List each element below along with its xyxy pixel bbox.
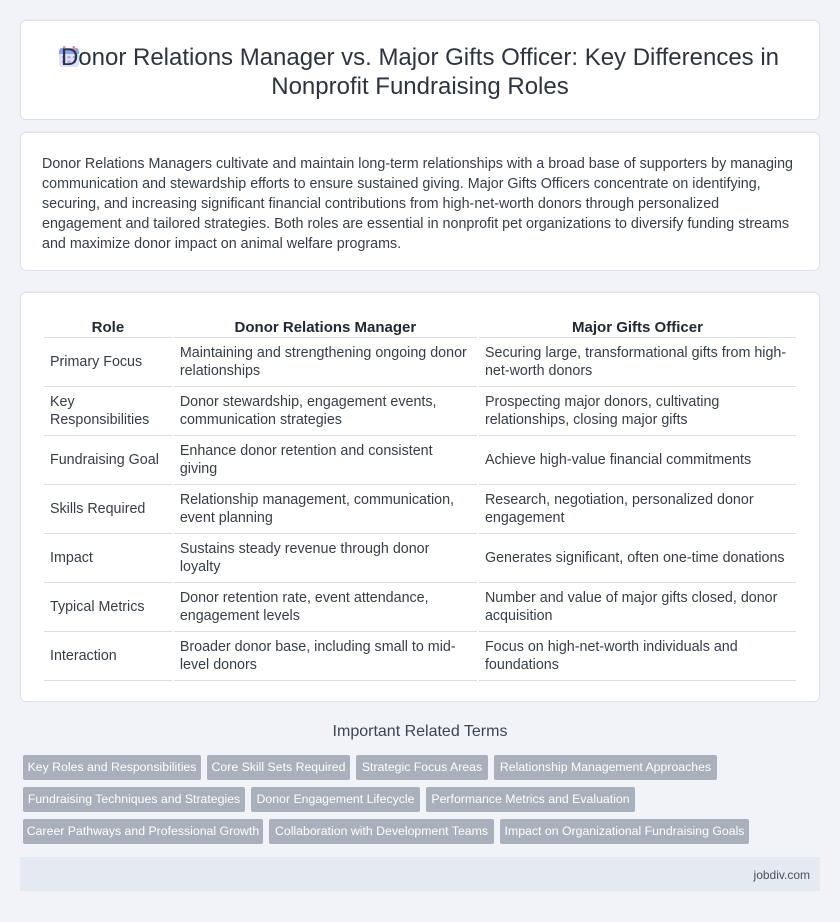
- table-row: [44, 632, 796, 681]
- table-row: [44, 583, 796, 632]
- table-cell: Relationship management, communication, event planning: [174, 485, 477, 534]
- related-term-chip[interactable]: Collaboration with Development Teams: [269, 819, 494, 844]
- summary-paragraph: Donor Relations Managers cultivate and maintain long-term relationships with a broad base of supporters by managing communication and stewardship efforts to ensure sustained giving. Major Gifts Officers concentrate on identifying, securing, and increasing significant financial contributions from high-net-worth donors through personalized engagement and tailored strategies. Both roles are essential in nonprofit pet organizations to diversify funding streams and maximize donor impact on animal welfare programs.: [42, 156, 793, 252]
- comparison-table: [42, 314, 798, 681]
- related-term-chip[interactable]: Career Pathways and Professional Growth: [23, 819, 263, 844]
- row-label: Skills Required: [44, 485, 172, 534]
- table-cell: Broader donor base, including small to mid-level donors: [174, 632, 477, 681]
- table-cell: Achieve high-value financial commitments: [479, 436, 796, 485]
- summary-card: [20, 132, 820, 271]
- row-label: Key Responsibilities: [44, 387, 172, 436]
- related-term-chip[interactable]: Core Skill Sets Required: [207, 755, 350, 780]
- row-label: Typical Metrics: [44, 583, 172, 632]
- table-cell: Enhance donor retention and consistent giving: [174, 436, 477, 485]
- related-term-chip[interactable]: Fundraising Techniques and Strategies: [23, 787, 245, 812]
- related-term-chip[interactable]: Strategic Focus Areas: [356, 755, 488, 780]
- title-card: [20, 20, 820, 120]
- table-cell: Sustains steady revenue through donor loyalty: [174, 534, 477, 583]
- footer: [20, 857, 820, 891]
- table-row: [44, 436, 796, 485]
- table-row: [44, 485, 796, 534]
- header-role: Role: [44, 314, 172, 338]
- table-row: [44, 534, 796, 583]
- row-label: Fundraising Goal: [44, 436, 172, 485]
- related-term-chip[interactable]: Key Roles and Responsibilities: [23, 755, 201, 780]
- related-terms-heading: Important Related Terms: [332, 723, 508, 740]
- footer-site-link[interactable]: jobdiv.com: [753, 868, 810, 882]
- table-cell: Securing large, transformational gifts from high-net-worth donors: [479, 338, 796, 387]
- related-term-chip[interactable]: Relationship Management Approaches: [494, 755, 717, 780]
- table-cell: Prospecting major donors, cultivating relationships, closing major gifts: [479, 387, 796, 436]
- related-term-chip[interactable]: Performance Metrics and Evaluation: [426, 787, 635, 812]
- table-row: [44, 387, 796, 436]
- header-donor-relations-manager: Donor Relations Manager: [174, 314, 477, 338]
- row-label: Primary Focus: [44, 338, 172, 387]
- comparison-card: [20, 292, 820, 702]
- table-cell: Research, negotiation, personalized donor engagement: [479, 485, 796, 534]
- table-cell: Donor retention rate, event attendance, engagement levels: [174, 583, 477, 632]
- table-cell: Maintaining and strengthening ongoing donor relationships: [174, 338, 477, 387]
- page-title: Donor Relations Manager vs. Major Gifts Officer: Key Differences in Nonprofit Fundraising Roles: [60, 44, 780, 100]
- row-label: Impact: [44, 534, 172, 583]
- table-cell: Number and value of major gifts closed, donor acquisition: [479, 583, 796, 632]
- table-cell: Generates significant, often one-time donations: [479, 534, 796, 583]
- table-header-row: [44, 314, 796, 338]
- related-term-chip[interactable]: Donor Engagement Lifecycle: [251, 787, 420, 812]
- row-label: Interaction: [44, 632, 172, 681]
- table-cell: Donor stewardship, engagement events, communication strategies: [174, 387, 477, 436]
- related-term-chip[interactable]: Impact on Organizational Fundraising Goals: [500, 819, 749, 844]
- header-major-gifts-officer: Major Gifts Officer: [479, 314, 796, 338]
- table-cell: Focus on high-net-worth individuals and foundations: [479, 632, 796, 681]
- table-row: [44, 338, 796, 387]
